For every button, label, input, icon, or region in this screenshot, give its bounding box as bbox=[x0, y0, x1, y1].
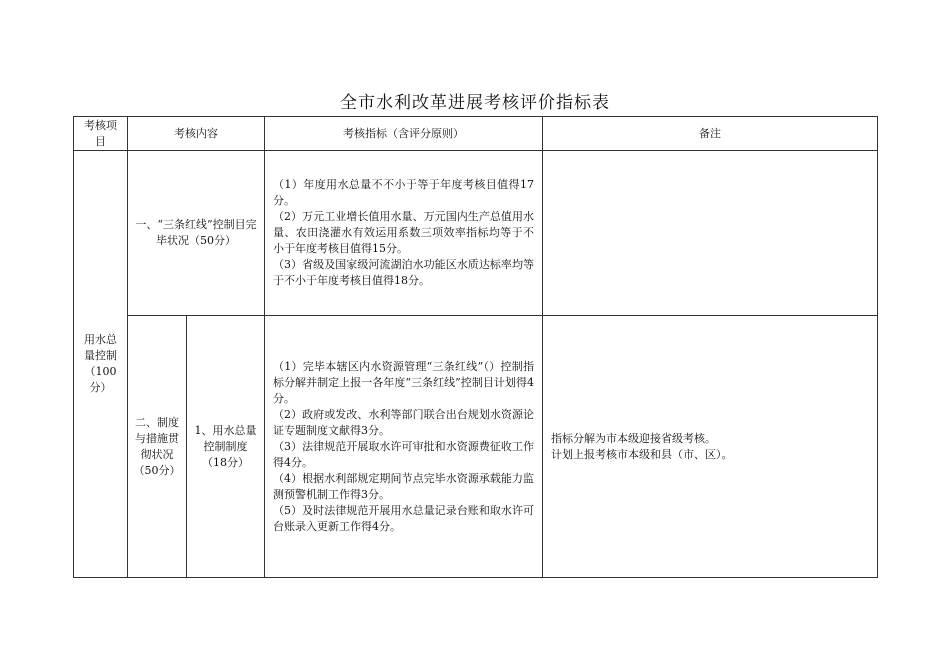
indicator-item: （1）完毕本辖区内水资源管理“三条红线”（）控制指标分解并制定上报一各年度“三条红线”控制目计划得4分。 bbox=[273, 359, 534, 405]
indicator-item: （5）及时法律规范开展用水总量记录台账和取水许可台账录入更新工作得4分。 bbox=[273, 503, 534, 533]
indicator-item: （2）政府或发改、水利等部门联合出台规划水资源论证专题制度文献得3分。 bbox=[273, 407, 534, 437]
page-title: 全市水利改革进展考核评价指标表 bbox=[340, 93, 610, 113]
remark-line: 计划上报考核市本级和县（市、区）。 bbox=[551, 447, 733, 461]
header-row bbox=[74, 117, 878, 151]
indicator-cell-1 bbox=[265, 151, 543, 316]
remark-cell-1 bbox=[543, 151, 878, 316]
header-remark: 备注 bbox=[543, 117, 878, 151]
indicator-item: （3）省级及国家级河流湖泊水功能区水质达标率均等于不小于年度考核目值得18分。 bbox=[273, 258, 534, 287]
table-row bbox=[74, 151, 878, 316]
remark-line: 指标分解为市本级迎接省级考核。 bbox=[551, 431, 716, 445]
indicator-item: （1）年度用水总量不不小于等于年度考核目值得17分。 bbox=[273, 178, 534, 207]
evaluation-table bbox=[73, 116, 878, 578]
indicator-item: （2）万元工业增长值用水量、万元国内生产总值用水量、农田浇灌水有效运用系数三项效率指标均等于不小于年度考核目值得15分。 bbox=[273, 210, 534, 255]
header-indicator: 考核指标（含评分原则） bbox=[265, 117, 543, 151]
header-content: 考核内容 bbox=[128, 117, 265, 151]
table-row bbox=[74, 316, 878, 578]
content-cell-2: 二、制度与措施贯彻状况（50分） bbox=[128, 316, 187, 578]
project-cell: 用水总量控制（100分） bbox=[74, 151, 128, 578]
indicator-item: （3）法律规范开展取水许可审批和水资源费征收工作得4分。 bbox=[273, 439, 534, 469]
subcontent-cell: 1、用水总量控制制度（18分） bbox=[187, 316, 265, 578]
indicator-cell-2 bbox=[265, 316, 543, 578]
indicator-item: （4）根据水利部规定期间节点完毕水资源承载能力监测预警机制工作得3分。 bbox=[273, 471, 534, 501]
remark-cell-2 bbox=[543, 316, 878, 578]
content-cell-1: 一、“三条红线”控制目完毕状况（50分） bbox=[128, 151, 265, 316]
header-project: 考核项目 bbox=[74, 117, 128, 151]
